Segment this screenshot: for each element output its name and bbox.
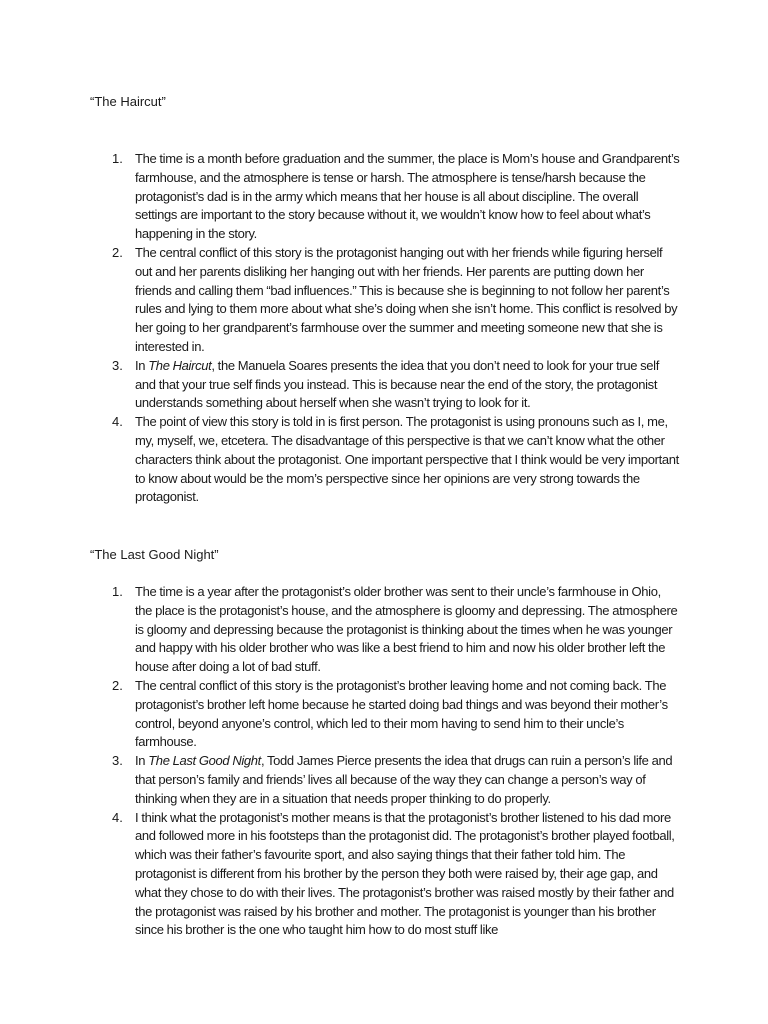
item-text [135, 413, 680, 507]
work-title: The Last Good Night [148, 753, 261, 769]
item-text [135, 150, 680, 244]
item-number: 1. [112, 151, 123, 166]
item-text-body: The time is a month before graduation and the summer, the place is Mom’s house and Grandparent’s farmhouse, and the atmosphere is tense or harsh. The atmosphere is tense/harsh because the protagonist’s dad is in the army which means that her house is all about discipline. The overall settings are important to the story because without it, we wouldn’t know how to feel about what’s happening in the story. [135, 151, 680, 242]
item-text [135, 677, 680, 752]
section-title: “The Last Good Night” [90, 547, 219, 562]
item-text-body: The time is a year after the protagonist’s older brother was sent to their uncle’s farmhouse in Ohio, the place is the protagonist’s house, and the atmosphere is gloomy and depressing. The atmosphere is gloomy and depressing because the protagonist is thinking about the times when he was younger and happy with his older brother who was like a best friend to him and now his older brother left the house after doing a lot of bad stuff. [135, 584, 678, 675]
item-number: 2. [112, 244, 123, 260]
list-item [0, 583, 768, 677]
section-title: “The Haircut” [90, 94, 166, 109]
item-text [135, 357, 680, 413]
item-text-pre: In [135, 357, 149, 373]
answer-list [0, 583, 768, 940]
item-text-body: I think what the protagonist’s mother means is that the protagonist’s brother listened to his dad more and followed more in his footsteps than the protagonist did. The protagonist’s brother played football, which was their father’s favourite sport, and also saying things that their father told him. The protagonist is different from his brother by the person they both were raised by, their age gap, and what they chose to do with their lives. The protagonist’s brother was raised mostly by their father and the protagonist was raised by his brother and mother. The protagonist is younger than his brother since his brother is the one who taught him how to do most stuff like [135, 809, 675, 938]
list-item [0, 413, 768, 507]
item-text [135, 583, 680, 677]
item-number: 3. [112, 753, 123, 769]
answer-list [0, 150, 768, 507]
list-item [0, 677, 768, 752]
item-text-body: The central conflict of this story is the protagonist’s brother leaving home and not coming back. The protagonist’s brother left home because he started doing bad things and was beyond their mother’s control, beyond anyone’s control, which led to their mom having to send him to their uncle’s farmhouse. [135, 677, 668, 750]
item-number: 1. [112, 584, 123, 599]
item-number: 3. [112, 357, 123, 373]
item-number: 4. [112, 809, 123, 825]
item-text-pre: In [135, 753, 149, 769]
list-item [0, 244, 768, 357]
item-text [135, 809, 680, 941]
item-number: 2. [112, 677, 123, 693]
item-text-body: The central conflict of this story is the protagonist hanging out with her friends while figuring herself out and her parents disliking her hanging out with her friends. Her parents are putting down her friends and calling them “bad influences.” This is because she is beginning to not follow her parent’s rules and lying to them more about what she’s doing when she isn’t home. This conflict is resolved by her going to her grandparent’s farmhouse over the summer and meeting someone new that she is interested in. [135, 244, 678, 354]
list-item [0, 357, 768, 413]
item-text-body: , Todd James Pierce presents the idea that drugs can ruin a person’s life and that person’s family and friends’ lives all because of the way they can change a person’s way of thinking when they are in a situation that needs proper thinking to do properly. [135, 753, 673, 806]
item-text-body: , the Manuela Soares presents the idea that you don’t need to look for your true self and that your true self finds you instead. This is because near the end of the story, the protagonist understands something about herself when she wasn’t trying to look for it. [135, 357, 659, 411]
work-title: The Haircut [148, 357, 212, 373]
item-number: 4. [112, 414, 123, 430]
item-text-body: The point of view this story is told in is first person. The protagonist is using pronouns such as I, me, my, myself, we, etcetera. The disadvantage of this perspective is that we can’t know what the other characters think about the protagonist. One important perspective that I think would be very important to know about would be the mom’s perspective since her opinions are very strong towards the protagonist. [135, 414, 679, 505]
item-text [135, 752, 680, 808]
list-item [0, 150, 768, 244]
list-item [0, 752, 768, 808]
item-text [135, 244, 680, 357]
list-item [0, 809, 768, 941]
